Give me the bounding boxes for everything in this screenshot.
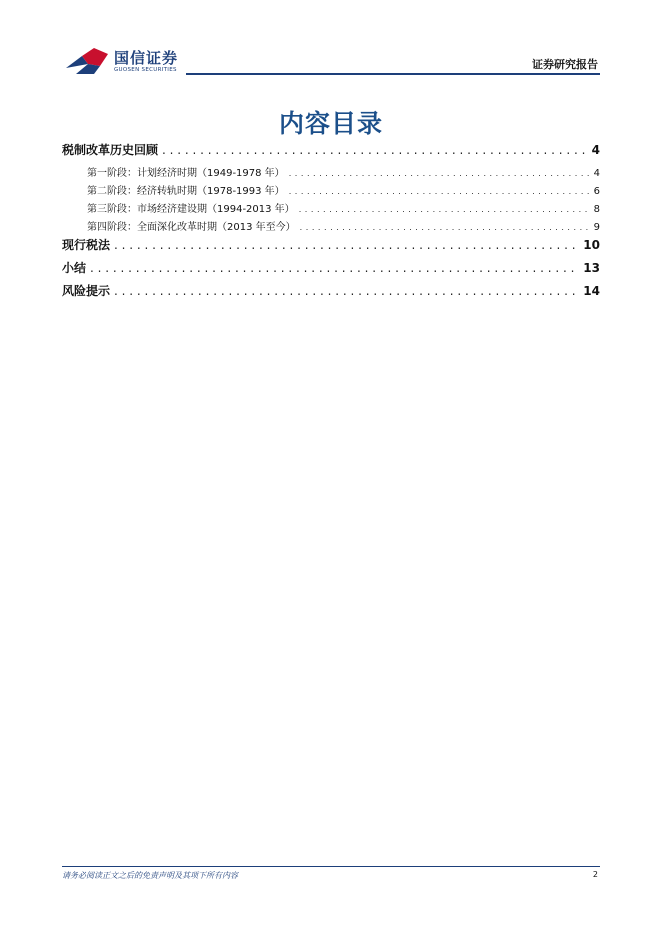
toc-entry-page: 13 [583, 261, 600, 275]
toc-leader-dots [162, 143, 588, 157]
table-of-contents [62, 141, 600, 305]
toc-entry-label: 现行税法 [62, 238, 111, 252]
guosen-logo [64, 44, 184, 78]
toc-entry-page: 4 [593, 168, 600, 179]
toc-entry[interactable] [62, 282, 600, 305]
logo-english-name: GUOSEN SECURITIES [114, 67, 177, 73]
toc-entry[interactable] [62, 141, 600, 164]
toc-leader-dots [114, 238, 579, 252]
toc-leader-dots [289, 169, 590, 178]
toc-entry[interactable] [62, 259, 600, 282]
report-type-label: 证券研究报告 [532, 58, 598, 71]
toc-entry-page: 14 [583, 284, 600, 298]
toc-subentry[interactable] [62, 200, 600, 218]
toc-entry-label: 小结 [62, 261, 87, 275]
toc-title: 内容目录 [278, 109, 383, 138]
toc-entry-label: 风险提示 [62, 284, 111, 298]
toc-leader-dots [114, 284, 579, 298]
toc-entry-page: 10 [583, 238, 600, 252]
header-divider [186, 73, 600, 75]
toc-entry-label: 第一阶段：计划经济时期（1949-1978 年） [87, 168, 285, 179]
toc-entry-page: 8 [593, 204, 600, 215]
toc-leader-dots [299, 205, 590, 214]
page-header [0, 0, 662, 80]
toc-entry-label: 税制改革历史回顾 [62, 143, 159, 157]
logo-mark-icon [64, 44, 110, 78]
logo-chinese-name: 国信证券 [114, 49, 179, 67]
toc-entry-page: 9 [593, 222, 600, 233]
toc-leader-dots [300, 223, 590, 232]
toc-subentry[interactable] [62, 182, 600, 200]
toc-leader-dots [90, 261, 579, 275]
toc-entry-label: 第二阶段：经济转轨时期（1978-1993 年） [87, 186, 285, 197]
toc-entry-label: 第四阶段：全面深化改革时期（2013 年至今） [87, 222, 296, 233]
toc-entry-page: 6 [593, 186, 600, 197]
footer-divider [62, 866, 600, 867]
toc-entry[interactable] [62, 236, 600, 259]
toc-subentry[interactable] [62, 218, 600, 236]
toc-leader-dots [289, 187, 590, 196]
toc-subentry[interactable] [62, 164, 600, 182]
footer-disclaimer: 请务必阅读正文之后的免责声明及其项下所有内容 [62, 871, 238, 880]
toc-entry-label: 第三阶段：市场经济建设期（1994-2013 年） [87, 204, 295, 215]
footer-page-number: 2 [592, 870, 598, 879]
toc-entry-page: 4 [591, 143, 600, 157]
